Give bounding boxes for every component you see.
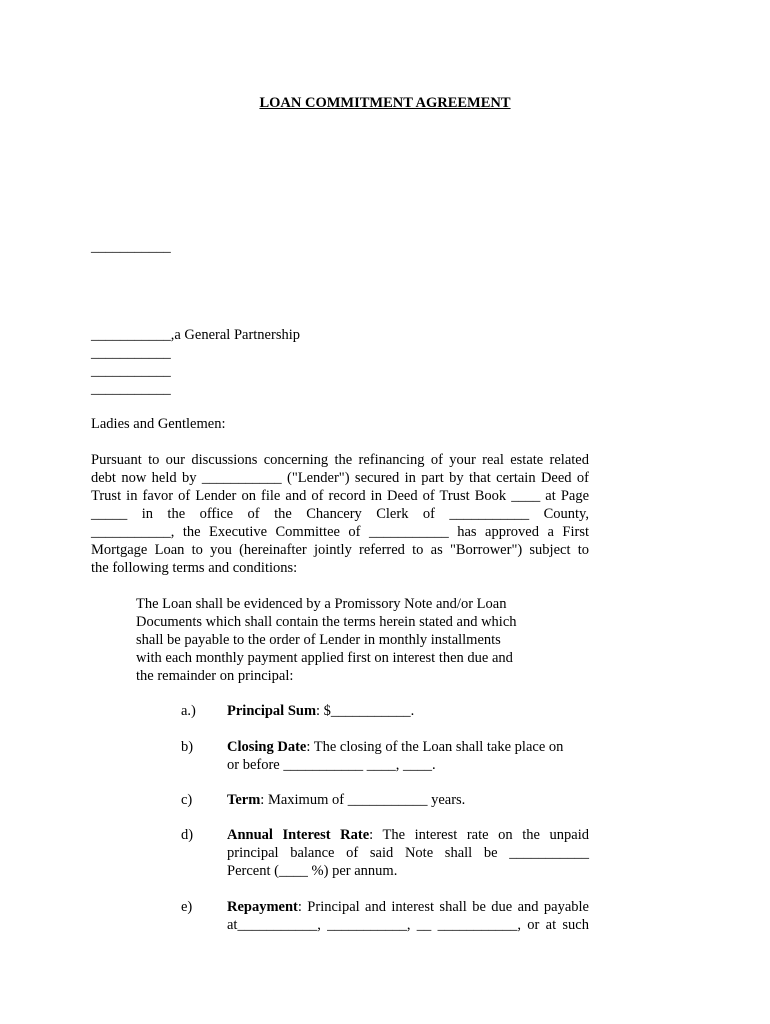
intro-line: debt now held by ___________ ("Lender") secured in part by that certain Deed of (91, 470, 589, 486)
item-body (227, 791, 589, 809)
intro-line: the following terms and conditions: (91, 560, 298, 576)
intro-line: Mortgage Loan to you (hereinafter jointly referred to as "Borrower") subject to (91, 542, 589, 558)
addressee-line-3: ___________ (91, 363, 171, 379)
document-title: LOAN COMMITMENT AGREEMENT (259, 95, 511, 111)
item-text: : The interest rate on the unpaid (369, 827, 589, 843)
item-body (227, 898, 589, 934)
date-blank: ___________ (91, 239, 171, 255)
addressee-line-4: ___________ (91, 381, 171, 397)
salutation: Ladies and Gentlemen: (91, 416, 226, 432)
addressee-line-2: ___________ (91, 345, 171, 361)
item-heading: Principal Sum (227, 703, 317, 719)
loan-line: Documents which shall contain the terms herein stated and which (136, 614, 517, 630)
item-text: : Maximum of ___________ years. (260, 792, 466, 808)
item-text: at___________, ___________, __ ___________, or at such (227, 917, 589, 933)
item-body (227, 702, 589, 720)
loan-line: with each monthly payment applied first on interest then due and (136, 650, 513, 666)
item-heading: Term (227, 792, 261, 808)
addressee-line-1: ___________,a General Partnership (91, 327, 300, 343)
item-heading: Annual Interest Rate (227, 827, 370, 843)
loan-line: The Loan shall be evidenced by a Promissory Note and/or Loan (136, 596, 507, 612)
item-text: : $___________. (316, 703, 415, 719)
loan-line: shall be payable to the order of Lender in monthly installments (136, 632, 501, 648)
item-heading: Repayment (227, 899, 298, 915)
item-heading: Closing Date (227, 739, 307, 755)
item-label: a.) (181, 703, 196, 719)
item-text: : The closing of the Loan shall take place on (306, 739, 564, 755)
item-text: principal balance of said Note shall be ___________ (227, 845, 589, 861)
intro-line: Pursuant to our discussions concerning the refinancing of your real estate related (91, 452, 589, 468)
item-label: b) (181, 739, 194, 755)
intro-line: _____ in the office of the Chancery Clerk of ___________ County, (91, 506, 589, 522)
intro-line: Trust in favor of Lender on file and of record in Deed of Trust Book ____ at Page (91, 488, 589, 504)
loan-line: the remainder on principal: (136, 668, 294, 684)
item-text: Percent (____ %) per annum. (227, 863, 398, 879)
item-label: c) (181, 792, 193, 808)
item-label: d) (181, 827, 194, 843)
item-text: or before ___________ ____, ____. (227, 757, 436, 773)
intro-line: ___________, the Executive Committee of ___________ has approved a First (91, 524, 589, 540)
item-text: : Principal and interest shall be due and payable (297, 899, 589, 915)
item-body (227, 826, 589, 880)
item-label: e) (181, 899, 193, 915)
item-body (227, 738, 589, 774)
